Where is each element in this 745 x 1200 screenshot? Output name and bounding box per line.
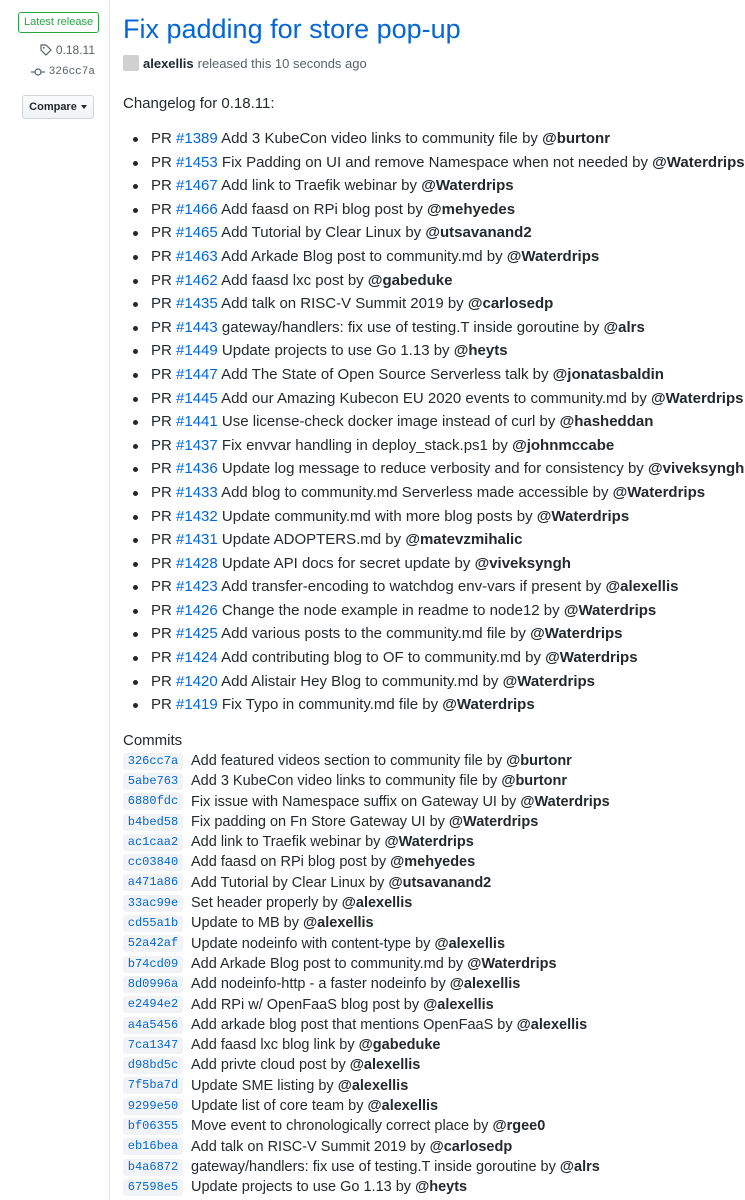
commit-message: Move event to chronologically correct place by bbox=[191, 1118, 489, 1135]
commit-message-wrap bbox=[191, 995, 494, 1015]
pr-list-item bbox=[133, 552, 745, 576]
pr-list-item bbox=[133, 528, 745, 552]
commit-sha-link[interactable]: 6880fdc bbox=[123, 793, 183, 810]
commit-message-wrap bbox=[191, 873, 491, 893]
user-mention[interactable]: @alexellis bbox=[449, 976, 521, 993]
pr-prefix: PR bbox=[151, 153, 172, 171]
commit-message-wrap bbox=[191, 1096, 438, 1116]
user-mention[interactable]: @burtonr bbox=[542, 130, 611, 147]
user-mention[interactable]: @viveksyngh bbox=[647, 460, 745, 478]
pr-description: Add talk on RISC-V Summit 2019 by bbox=[221, 295, 464, 313]
user-mention[interactable]: @alexellis bbox=[605, 578, 679, 596]
commit-list bbox=[123, 751, 610, 1198]
pr-description: Update ADOPTERS.md by bbox=[221, 531, 402, 549]
release-time: released this 10 seconds ago bbox=[197, 55, 367, 71]
pr-list-item bbox=[133, 269, 745, 293]
pr-list-item bbox=[133, 457, 745, 481]
commit-message-wrap bbox=[191, 1015, 587, 1035]
user-mention[interactable]: @Waterdrips bbox=[506, 247, 600, 265]
commit-message: Fix padding on Fn Store Gateway UI by bbox=[191, 813, 445, 830]
user-mention[interactable]: @alexellis bbox=[349, 1057, 421, 1074]
user-mention[interactable]: @Waterdrips bbox=[384, 834, 474, 851]
pr-description: Add Tutorial by Clear Linux by bbox=[221, 224, 422, 242]
pr-list-item bbox=[133, 505, 745, 529]
user-mention[interactable]: @Waterdrips bbox=[652, 153, 745, 171]
pr-prefix: PR bbox=[151, 342, 172, 360]
pr-link[interactable]: #1435 bbox=[176, 295, 218, 313]
commit-list-item bbox=[123, 1096, 610, 1116]
commits-heading: Commits bbox=[123, 732, 183, 749]
user-mention[interactable]: @viveksyngh bbox=[474, 554, 571, 572]
pr-link[interactable]: #1443 bbox=[176, 318, 218, 336]
pr-description: Add Alistair Hey Blog to community.md by bbox=[221, 672, 499, 690]
avatar[interactable] bbox=[123, 55, 139, 71]
pr-list-item bbox=[133, 316, 745, 340]
commit-sha-link[interactable]: a4a5456 bbox=[123, 1017, 183, 1034]
user-mention[interactable]: @Waterdrips bbox=[563, 601, 657, 619]
pr-link[interactable]: #1463 bbox=[176, 247, 218, 265]
pr-description: Add faasd lxc post by bbox=[221, 271, 364, 289]
commit-icon bbox=[31, 67, 45, 77]
commit-sha-link[interactable]: a471a86 bbox=[123, 874, 183, 891]
user-mention[interactable]: @Waterdrips bbox=[448, 813, 539, 830]
commit-message-wrap bbox=[191, 1116, 545, 1136]
commit-message-wrap bbox=[191, 1035, 440, 1055]
user-mention[interactable]: @johnmccabe bbox=[512, 436, 615, 454]
pr-link[interactable]: #1424 bbox=[176, 649, 218, 667]
user-mention[interactable]: @Waterdrips bbox=[530, 625, 623, 643]
user-mention[interactable]: @Waterdrips bbox=[467, 955, 557, 972]
commit-sha-link[interactable]: e2494e2 bbox=[123, 996, 183, 1013]
user-mention[interactable]: @alexellis bbox=[367, 1098, 439, 1115]
pr-link[interactable]: #1436 bbox=[176, 460, 218, 478]
pr-prefix: PR bbox=[151, 413, 172, 431]
pr-description: Add link to Traefik webinar by bbox=[221, 177, 418, 195]
commit-list-item bbox=[123, 893, 610, 913]
pr-prefix: PR bbox=[151, 601, 172, 619]
commit-list-item bbox=[123, 954, 610, 974]
pr-list-item bbox=[133, 127, 745, 151]
commit-message: Update to MB by bbox=[191, 915, 299, 932]
commit-list-item bbox=[123, 1076, 610, 1096]
pr-prefix: PR bbox=[151, 696, 172, 714]
pr-description: Fix Padding on UI and remove Namespace when not needed by bbox=[221, 153, 648, 171]
commit-sha-link[interactable]: cc03840 bbox=[123, 854, 183, 871]
pr-list-item bbox=[133, 481, 745, 505]
commit-message: Update projects to use Go 1.13 by bbox=[191, 1179, 412, 1196]
commit-message: Add Arkade Blog post to community.md by bbox=[191, 955, 464, 972]
pr-description: Update projects to use Go 1.13 by bbox=[221, 342, 450, 360]
pr-list-item bbox=[133, 599, 745, 623]
pr-list-item bbox=[133, 434, 745, 458]
user-mention[interactable]: @Waterdrips bbox=[651, 389, 744, 407]
commit-list-item bbox=[123, 832, 610, 852]
pr-list-item bbox=[133, 670, 745, 694]
latest-release-badge: Latest release bbox=[18, 12, 99, 33]
pr-description: Update API docs for secret update by bbox=[221, 554, 471, 572]
pr-link[interactable]: #1441 bbox=[176, 413, 218, 431]
commit-message: Update nodeinfo with content-type by bbox=[191, 935, 431, 952]
release-byline bbox=[123, 55, 367, 71]
chevron-down-icon bbox=[81, 105, 87, 109]
commit-message: Add nodeinfo-http - a faster nodeinfo by bbox=[191, 976, 446, 993]
pr-description: Update log message to reduce verbosity and for consistency by bbox=[221, 460, 644, 478]
pr-link[interactable]: #1467 bbox=[176, 177, 218, 195]
pr-description: Add transfer-encoding to watchdog env-vars if present by bbox=[221, 578, 602, 596]
pr-list-item bbox=[133, 174, 745, 198]
pr-list-item bbox=[133, 622, 745, 646]
user-mention[interactable]: @alrs bbox=[559, 1158, 600, 1175]
release-title[interactable]: Fix padding for store pop-up bbox=[123, 14, 461, 44]
pr-link[interactable]: #1465 bbox=[176, 224, 218, 242]
pr-link[interactable]: #1449 bbox=[176, 342, 218, 360]
pr-description: Add our Amazing Kubecon EU 2020 events to community.md by bbox=[221, 389, 647, 407]
pr-prefix: PR bbox=[151, 531, 172, 549]
user-mention[interactable]: @alexellis bbox=[337, 1077, 409, 1094]
user-mention[interactable]: @Waterdrips bbox=[612, 483, 706, 501]
pr-description: Change the node example in readme to node12 by bbox=[221, 601, 560, 619]
user-mention[interactable]: @gabeduke bbox=[367, 271, 453, 289]
user-mention[interactable]: @heyts bbox=[415, 1179, 468, 1196]
user-mention[interactable]: @carlosedp bbox=[467, 295, 554, 313]
user-mention[interactable]: @Waterdrips bbox=[545, 649, 638, 667]
pr-prefix: PR bbox=[151, 389, 172, 407]
pr-list-item bbox=[133, 387, 745, 411]
user-mention[interactable]: @Waterdrips bbox=[442, 696, 535, 714]
commit-message: Add faasd lxc blog link by bbox=[191, 1037, 355, 1054]
pr-prefix: PR bbox=[151, 578, 172, 596]
commit-sha-link[interactable]: 7f5ba7d bbox=[123, 1077, 183, 1094]
commit-sha-link[interactable]: b74cd09 bbox=[123, 956, 183, 973]
pr-description: Add The State of Open Source Serverless talk by bbox=[221, 365, 549, 383]
commit-message: Update SME listing by bbox=[191, 1077, 334, 1094]
user-mention[interactable]: @Waterdrips bbox=[502, 672, 596, 690]
pr-link[interactable]: #1431 bbox=[176, 531, 218, 549]
commit-message-wrap bbox=[191, 1076, 408, 1096]
commit-sha-link[interactable]: 33ac99e bbox=[123, 895, 183, 912]
user-mention[interactable]: @Waterdrips bbox=[421, 177, 514, 195]
user-mention[interactable]: @jonatasbaldin bbox=[552, 365, 664, 383]
pr-description: Add 3 KubeCon video links to community file by bbox=[221, 130, 538, 147]
pr-prefix: PR bbox=[151, 177, 172, 195]
release-author[interactable]: alexellis bbox=[143, 55, 194, 71]
pr-description: Add various posts to the community.md file by bbox=[221, 625, 526, 643]
compare-button[interactable] bbox=[22, 95, 94, 119]
pr-description: Add faasd on RPi blog post by bbox=[221, 200, 423, 218]
user-mention[interactable]: @matevzmihalic bbox=[405, 531, 523, 549]
commit-message: Fix issue with Namespace suffix on Gateway UI by bbox=[191, 793, 517, 810]
commit-sha-link[interactable]: cd55a1b bbox=[123, 915, 183, 932]
pr-link[interactable]: #1462 bbox=[176, 271, 218, 289]
pr-prefix: PR bbox=[151, 247, 172, 265]
user-mention[interactable]: @mehyedes bbox=[427, 200, 516, 218]
commit-list-item bbox=[123, 1116, 610, 1136]
pr-prefix: PR bbox=[151, 649, 172, 667]
pr-list-item bbox=[133, 198, 745, 222]
commit-sha-link[interactable]: 5abe763 bbox=[123, 773, 183, 790]
commit-sha-link[interactable]: b4a6872 bbox=[123, 1159, 183, 1176]
pr-prefix: PR bbox=[151, 554, 172, 572]
user-mention[interactable]: @utsavanand2 bbox=[388, 874, 492, 891]
pr-prefix: PR bbox=[151, 436, 172, 454]
pr-link[interactable]: #1428 bbox=[176, 554, 218, 572]
user-mention[interactable]: @gabeduke bbox=[358, 1037, 441, 1054]
pr-link[interactable]: #1437 bbox=[176, 436, 218, 454]
pr-link[interactable]: #1433 bbox=[176, 483, 218, 501]
pr-description: Add Arkade Blog post to community.md by bbox=[221, 247, 503, 265]
commit-sha-link[interactable]: 8d0996a bbox=[123, 976, 183, 993]
pr-prefix: PR bbox=[151, 200, 172, 218]
commit-message-wrap bbox=[191, 974, 520, 994]
user-mention[interactable]: @alrs bbox=[603, 318, 645, 336]
commit-message-wrap bbox=[191, 1055, 420, 1075]
commit-list-item bbox=[123, 751, 610, 771]
commit-message-wrap bbox=[191, 771, 567, 791]
commit-sha-link[interactable]: 67598e5 bbox=[123, 1179, 183, 1196]
pr-prefix: PR bbox=[151, 460, 172, 478]
commit-message-wrap bbox=[191, 1137, 512, 1157]
commit-message: Add talk on RISC-V Summit 2019 by bbox=[191, 1138, 426, 1155]
pr-description: Add contributing blog to OF to community.md by bbox=[221, 649, 541, 667]
commit-message: Add privte cloud post by bbox=[191, 1057, 346, 1074]
commit-message: Add RPi w/ OpenFaaS blog post by bbox=[191, 996, 420, 1013]
commit-message-wrap bbox=[191, 852, 475, 872]
commit-sha-link[interactable]: 326cc7a bbox=[123, 753, 183, 770]
pr-prefix: PR bbox=[151, 318, 172, 336]
commit-list-item bbox=[123, 1157, 610, 1177]
pr-prefix: PR bbox=[151, 224, 172, 242]
user-mention[interactable]: @hasheddan bbox=[559, 413, 654, 431]
commit-message: gateway/handlers: fix use of testing.T inside goroutine by bbox=[191, 1158, 556, 1175]
pr-link[interactable]: #1419 bbox=[176, 696, 218, 714]
commit-message-wrap bbox=[191, 1157, 600, 1177]
pr-description: Use license-check docker image instead of curl by bbox=[221, 413, 556, 431]
commit-sha-link[interactable]: 9299e50 bbox=[123, 1098, 183, 1115]
user-mention[interactable]: @alexellis bbox=[516, 1016, 588, 1033]
pr-prefix: PR bbox=[151, 365, 172, 383]
release-sidebar bbox=[0, 0, 110, 1200]
commit-sha-link[interactable]: d98bd5c bbox=[123, 1057, 183, 1074]
commit-message: Set header properly by bbox=[191, 895, 338, 912]
user-mention[interactable]: @alexellis bbox=[434, 935, 506, 952]
commit-list-item bbox=[123, 1177, 610, 1197]
pr-prefix: PR bbox=[151, 625, 172, 643]
changelog-intro: Changelog for 0.18.11: bbox=[123, 95, 275, 112]
compare-label: Compare bbox=[29, 101, 77, 113]
user-mention[interactable]: @Waterdrips bbox=[536, 507, 630, 525]
pr-link[interactable]: #1425 bbox=[176, 625, 218, 643]
user-mention[interactable]: @alexellis bbox=[303, 915, 374, 932]
release-tag[interactable] bbox=[40, 43, 95, 57]
commit-message: Add link to Traefik webinar by bbox=[191, 834, 381, 851]
commit-list-item bbox=[123, 771, 610, 791]
pr-link[interactable]: #1423 bbox=[176, 578, 218, 596]
commit-message: Add Tutorial by Clear Linux by bbox=[191, 874, 385, 891]
user-mention[interactable]: @alexellis bbox=[423, 996, 494, 1013]
pr-description: Add blog to community.md Serverless made accessible by bbox=[221, 483, 609, 501]
user-mention[interactable]: @alexellis bbox=[341, 895, 413, 912]
commit-list-item bbox=[123, 1035, 610, 1055]
commit-sha-link[interactable]: 52a42af bbox=[123, 935, 183, 952]
pr-prefix: PR bbox=[151, 507, 172, 525]
user-mention[interactable]: @rgee0 bbox=[492, 1118, 546, 1135]
pr-link[interactable]: #1432 bbox=[176, 507, 218, 525]
commit-sha-link[interactable]: 7ca1347 bbox=[123, 1037, 183, 1054]
commit-message: Add 3 KubeCon video links to community file by bbox=[191, 773, 498, 790]
tag-label: 0.18.11 bbox=[55, 43, 95, 57]
commit-message-wrap bbox=[191, 812, 538, 832]
commit-list-item bbox=[123, 1015, 610, 1035]
commit-message: Add faasd on RPi blog post by bbox=[191, 854, 387, 871]
user-mention[interactable]: @burtonr bbox=[506, 753, 572, 769]
pr-link[interactable]: #1420 bbox=[176, 672, 218, 690]
commit-message: Add arkade blog post that mentions OpenFaaS by bbox=[191, 1016, 513, 1033]
pr-link[interactable]: #1445 bbox=[176, 389, 218, 407]
commit-message-wrap bbox=[191, 751, 572, 771]
commit-message: Add featured videos section to community file by bbox=[191, 753, 503, 769]
pr-list-item bbox=[133, 410, 745, 434]
commit-sha-label: 326cc7a bbox=[48, 66, 95, 78]
commit-list-item bbox=[123, 974, 610, 994]
pr-link[interactable]: #1426 bbox=[176, 601, 218, 619]
release-commit[interactable] bbox=[31, 66, 95, 78]
commit-message-wrap bbox=[191, 913, 374, 933]
pr-description: Fix envvar handling in deploy_stack.ps1 by bbox=[221, 436, 508, 454]
pr-list-item bbox=[133, 646, 745, 670]
pr-list-item bbox=[133, 693, 745, 717]
pr-description: gateway/handlers: fix use of testing.T inside goroutine by bbox=[221, 318, 600, 336]
commit-list-item bbox=[123, 1137, 610, 1157]
pr-list bbox=[133, 127, 745, 717]
commit-message-wrap bbox=[191, 934, 505, 954]
pr-link[interactable]: #1389 bbox=[176, 130, 218, 147]
commit-list-item bbox=[123, 812, 610, 832]
pr-link[interactable]: #1447 bbox=[176, 365, 218, 383]
pr-list-item bbox=[133, 575, 745, 599]
commit-list-item bbox=[123, 873, 610, 893]
commit-sha-link[interactable]: ac1caa2 bbox=[123, 834, 183, 851]
tag-icon bbox=[40, 44, 52, 56]
commit-message-wrap bbox=[191, 1177, 467, 1197]
pr-link[interactable]: #1453 bbox=[176, 153, 218, 171]
commit-message-wrap bbox=[191, 954, 557, 974]
pr-list-item bbox=[133, 221, 745, 245]
user-mention[interactable]: @heyts bbox=[453, 342, 508, 360]
user-mention[interactable]: @burtonr bbox=[501, 773, 567, 790]
commit-list-item bbox=[123, 1055, 610, 1075]
pr-list-item bbox=[133, 151, 745, 175]
pr-description: Update community.md with more blog posts by bbox=[221, 507, 533, 525]
commit-sha-link[interactable]: b4bed58 bbox=[123, 814, 183, 831]
pr-prefix: PR bbox=[151, 295, 172, 313]
pr-list-item bbox=[133, 245, 745, 269]
commit-list-item bbox=[123, 934, 610, 954]
pr-prefix: PR bbox=[151, 672, 172, 690]
user-mention[interactable]: @utsavanand2 bbox=[425, 224, 532, 242]
commit-message-wrap bbox=[191, 832, 474, 852]
commit-list-item bbox=[123, 995, 610, 1015]
commit-message-wrap bbox=[191, 792, 610, 812]
pr-prefix: PR bbox=[151, 483, 172, 501]
user-mention[interactable]: @Waterdrips bbox=[520, 793, 610, 810]
user-mention[interactable]: @mehyedes bbox=[390, 854, 476, 871]
commit-list-item bbox=[123, 913, 610, 933]
pr-prefix: PR bbox=[151, 130, 172, 147]
pr-prefix: PR bbox=[151, 271, 172, 289]
pr-link[interactable]: #1466 bbox=[176, 200, 218, 218]
commit-message-wrap bbox=[191, 893, 412, 913]
commit-message: Update list of core team by bbox=[191, 1098, 364, 1115]
commit-list-item bbox=[123, 852, 610, 872]
pr-list-item bbox=[133, 363, 745, 387]
user-mention[interactable]: @carlosedp bbox=[429, 1138, 513, 1155]
pr-list-item bbox=[133, 339, 745, 363]
pr-description: Fix Typo in community.md file by bbox=[221, 696, 439, 714]
commit-list-item bbox=[123, 792, 610, 812]
commit-sha-link[interactable]: eb16bea bbox=[123, 1138, 183, 1155]
commit-sha-link[interactable]: bf06355 bbox=[123, 1118, 183, 1135]
pr-list-item bbox=[133, 292, 745, 316]
